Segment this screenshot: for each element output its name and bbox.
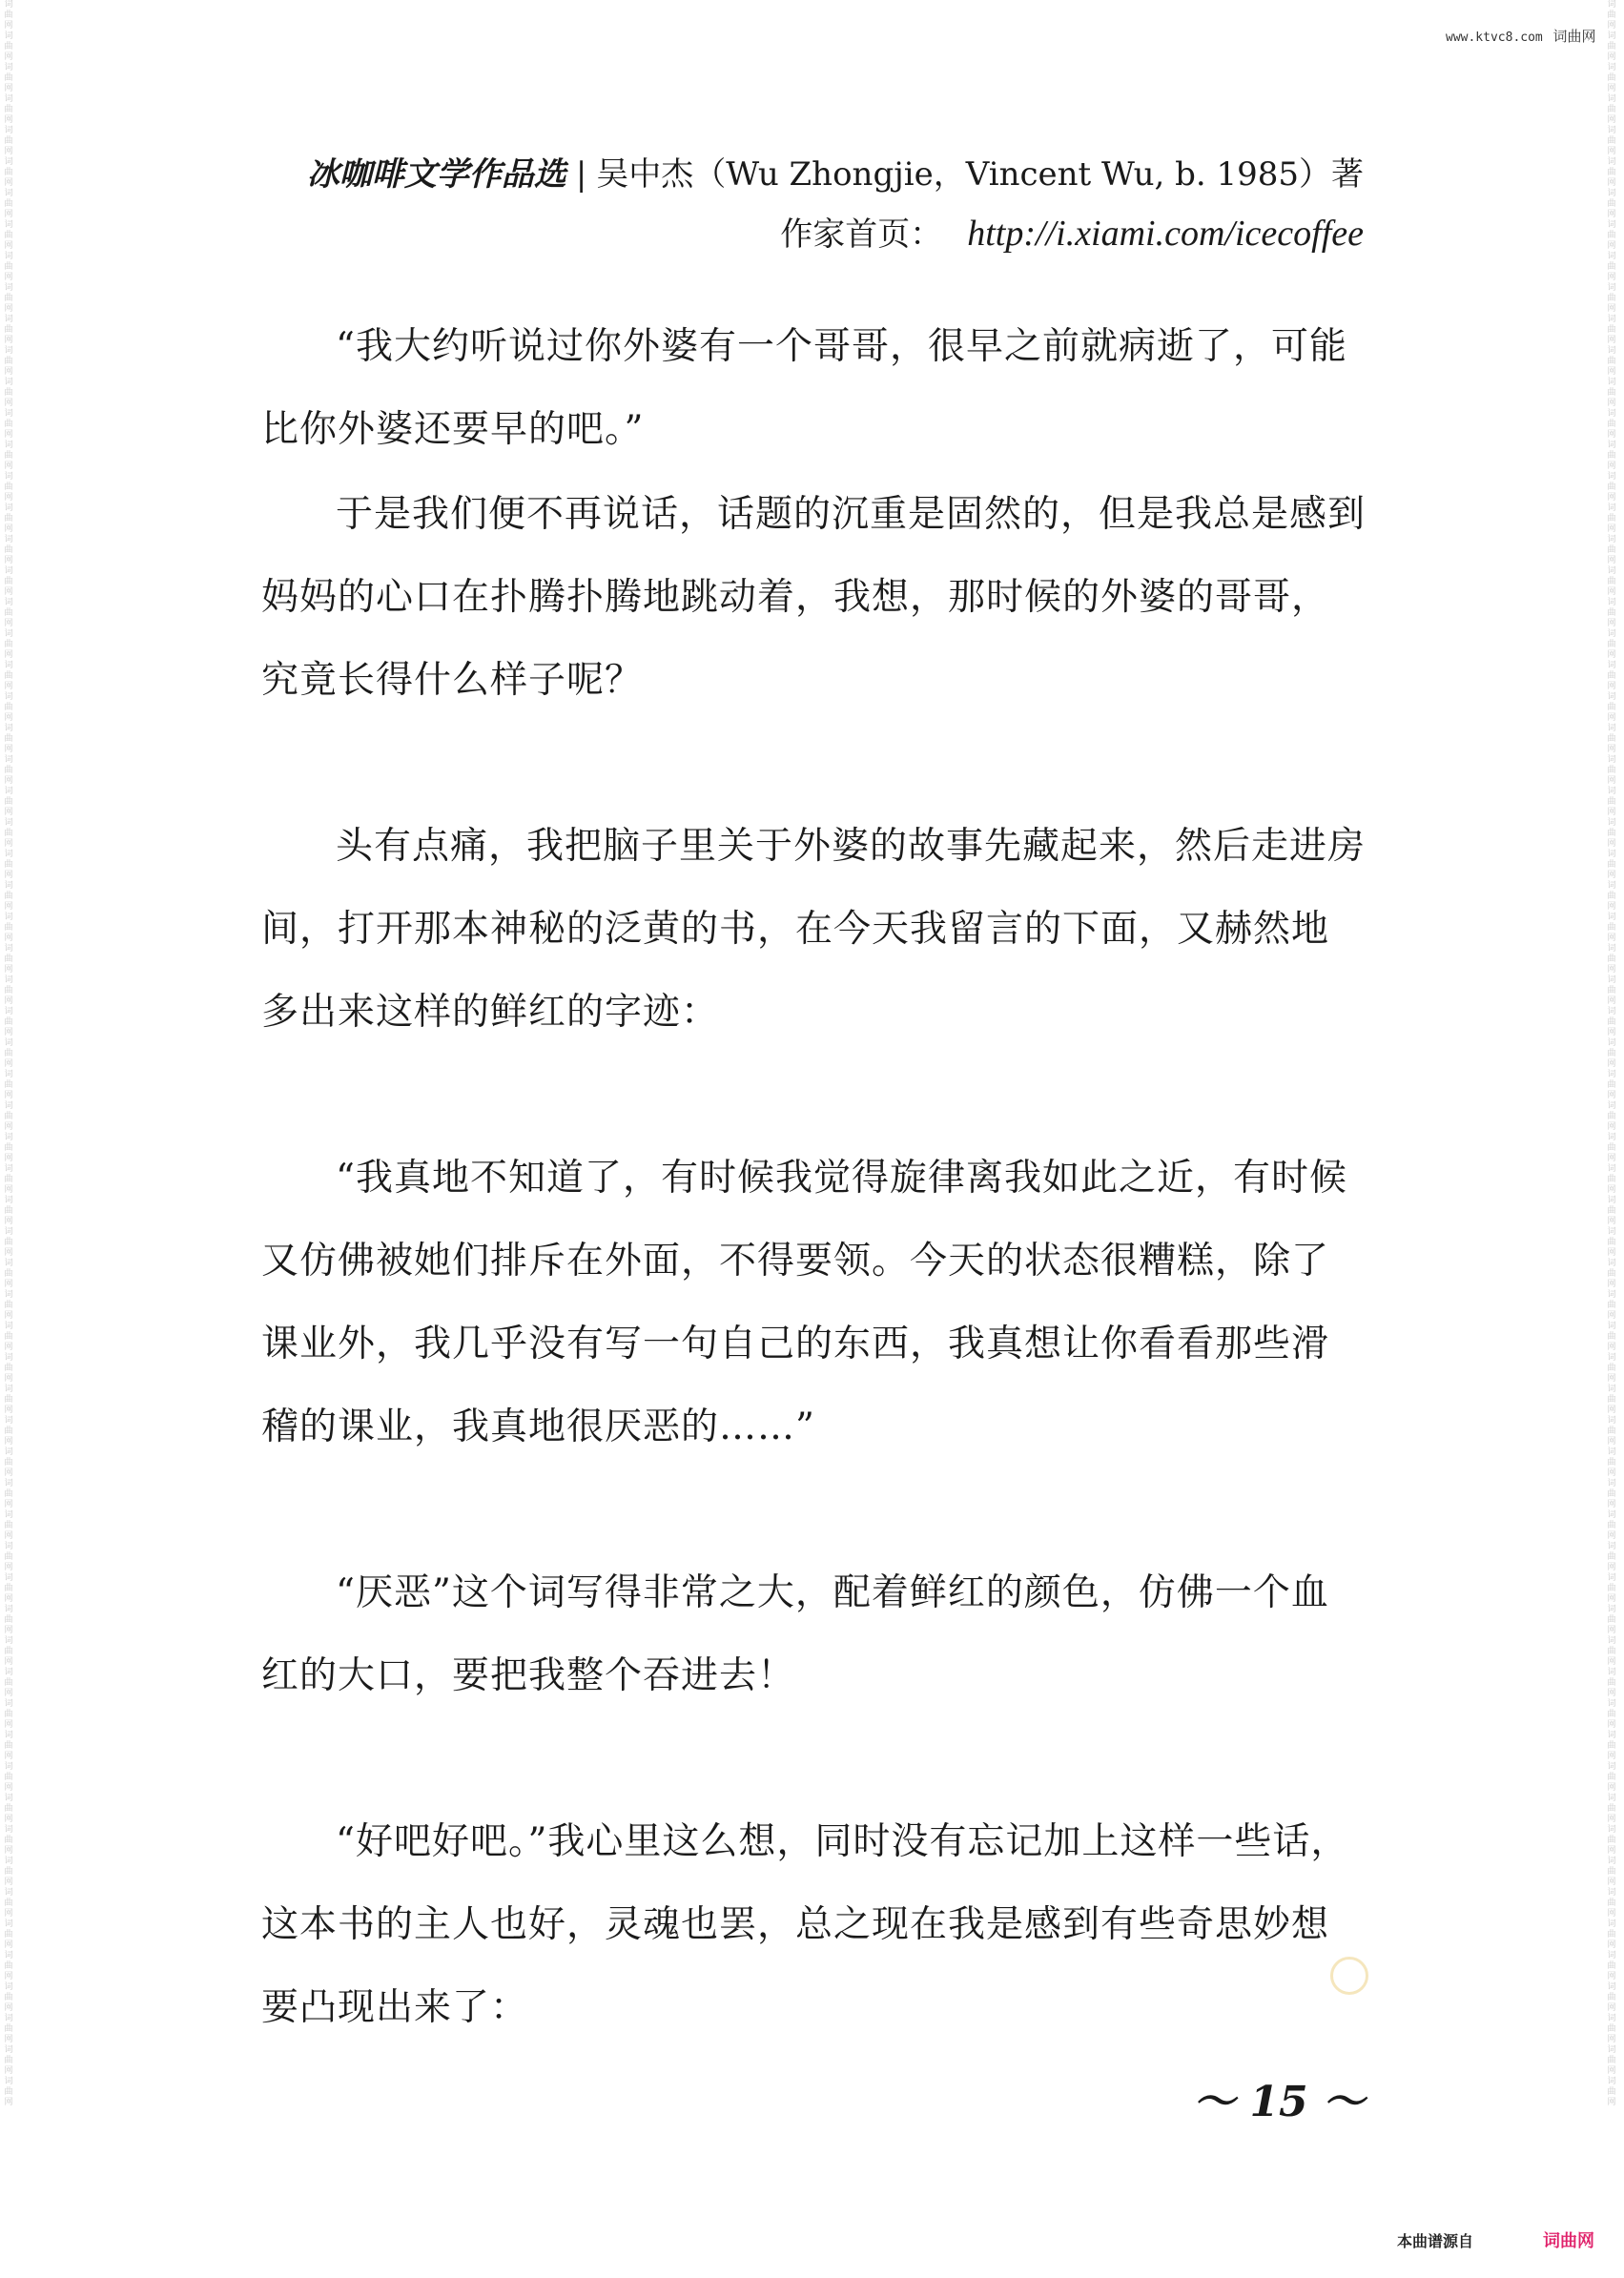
right-edge-watermark: 词曲网词曲网词曲网词曲网词曲网词曲网词曲网词曲网词曲网词曲网词曲网词曲网词曲网词曲网词曲网词曲网词曲网词曲网词曲网词曲网词曲网词曲网词曲网词曲网词曲网词曲网词曲网词曲网词曲网词曲网词曲网词曲网词曲网词曲网词曲网词曲网词曲网词曲网词曲网词曲网词曲网词曲网词曲网词曲网词曲网词曲网词曲网词曲网词曲网词曲网词曲网词曲网词曲网词曲网词曲网词曲网词曲网词曲网词曲网词曲网词曲网词曲网词曲网词曲网词曲网词曲网词曲网 xyxy=(1607,0,1616,2107)
paragraph: “好吧好吧。”我心里这么想，同时没有忘记加上这样一些话，这本书的主人也好，灵魂也罢，总之现在我是感到有些奇思妙想要凸现出来了： xyxy=(261,1820,1349,2029)
site-top-label xyxy=(1446,26,1596,46)
paragraph: “我真地不知道了，有时候我觉得旋律离我如此之近，有时候又仿佛被她们排斥在外面，不得要领。今天的状态很糟糕，除了课业外，我几乎没有写一句自己的东西，我真想让你看看那些滑稽的课业，我真地很厌恶的……” xyxy=(261,1157,1347,1448)
collection-title: 冰咖啡文学作品选 xyxy=(306,155,566,194)
homepage-label: 作家首页： xyxy=(780,215,943,254)
footer-source: 本曲谱源自 xyxy=(1397,2232,1474,2250)
footer-brand[interactable]: 词曲网 xyxy=(1543,2231,1594,2251)
paragraph: 头有点痛，我把脑子里关于外婆的故事先藏起来，然后走进房间，打开那本神秘的泛黄的书，在今天我留言的下面，又赫然地多出来这样的鲜红的字迹： xyxy=(261,825,1367,1034)
left-edge-watermark: 词曲网词曲网词曲网词曲网词曲网词曲网词曲网词曲网词曲网词曲网词曲网词曲网词曲网词曲网词曲网词曲网词曲网词曲网词曲网词曲网词曲网词曲网词曲网词曲网词曲网词曲网词曲网词曲网词曲网词曲网词曲网词曲网词曲网词曲网词曲网词曲网词曲网词曲网词曲网词曲网词曲网词曲网词曲网词曲网词曲网词曲网词曲网词曲网词曲网词曲网词曲网词曲网词曲网词曲网词曲网词曲网词曲网词曲网词曲网词曲网词曲网词曲网词曲网词曲网词曲网词曲网词曲网 xyxy=(4,0,13,2107)
header-title-line xyxy=(307,148,1364,195)
paragraph: “厌恶”这个词写得非常之大，配着鲜红的颜色，仿佛一个血红的大口，要把我整个吞进去！ xyxy=(261,1571,1329,1697)
homepage-line xyxy=(780,208,1364,255)
homepage-link[interactable]: http://i.xiami.com/icecoffee xyxy=(967,214,1364,254)
paragraph: “我大约听说过你外婆有一个哥哥，很早之前就病逝了，可能比你外婆还要早的吧。” xyxy=(261,325,1347,451)
paragraph: 于是我们便不再说话，话题的沉重是固然的，但是我总是感到妈妈的心口在扑腾扑腾地跳动着，我想，那时候的外婆的哥哥，究竟长得什么样子呢？ xyxy=(261,493,1367,702)
header-separator: | xyxy=(575,155,587,194)
article-body xyxy=(261,305,1366,2049)
site-name: 词曲网 xyxy=(1552,28,1596,45)
author-credit: 吴中杰（Wu Zhongjie，Vincent Wu, b. 1985）著 xyxy=(596,155,1364,194)
site-url[interactable]: www.ktvc8.com xyxy=(1446,31,1543,45)
watermark-logo xyxy=(1330,1957,1376,1995)
logo-circle-icon xyxy=(1330,1957,1368,1995)
page-number: ～ 15 ～ xyxy=(1193,2078,1365,2126)
